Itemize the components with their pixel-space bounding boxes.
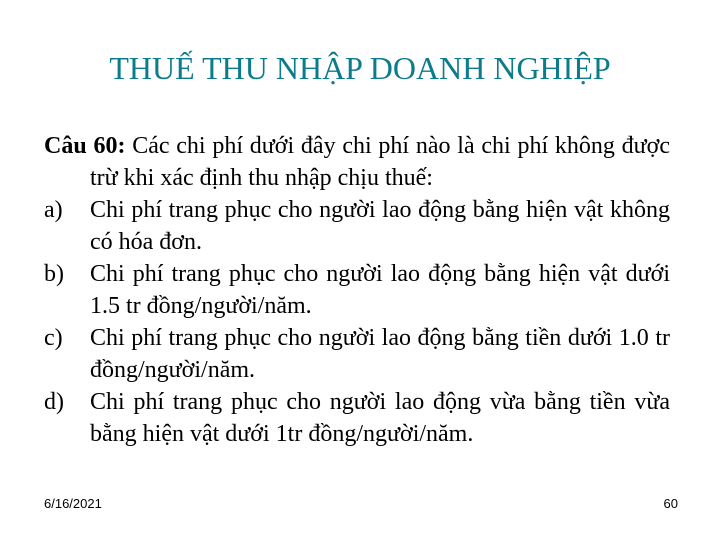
option-marker: c) (44, 325, 63, 351)
option-marker: a) (44, 197, 63, 223)
slide-date: 6/16/2021 (44, 496, 102, 511)
option-a (44, 194, 670, 258)
option-text: Chi phí trang phục cho người lao động bằng tiền dưới 1.0 tr đồng/người/năm. (90, 325, 670, 383)
page-number: 60 (663, 496, 678, 511)
question-text: Các chi phí dưới đây chi phí nào là chi phí không được trừ khi xác định thu nhập chịu thuế: (90, 133, 670, 191)
option-d (44, 386, 670, 450)
question-label: Câu 60: (44, 133, 126, 159)
option-b (44, 258, 670, 322)
option-marker: d) (44, 389, 64, 415)
option-c (44, 322, 670, 386)
question (44, 130, 670, 194)
option-text: Chi phí trang phục cho người lao động bằng hiện vật dưới 1.5 tr đồng/người/năm. (90, 261, 670, 319)
slide-title: THUẾ THU NHẬP DOANH NGHIỆP (109, 50, 611, 86)
option-marker: b) (44, 261, 64, 287)
option-text: Chi phí trang phục cho người lao động bằng hiện vật không có hóa đơn. (90, 197, 670, 255)
option-text: Chi phí trang phục cho người lao động vừa bằng tiền vừa bằng hiện vật dưới 1tr đồng/người/năm. (90, 389, 670, 447)
slide-body (44, 130, 670, 450)
